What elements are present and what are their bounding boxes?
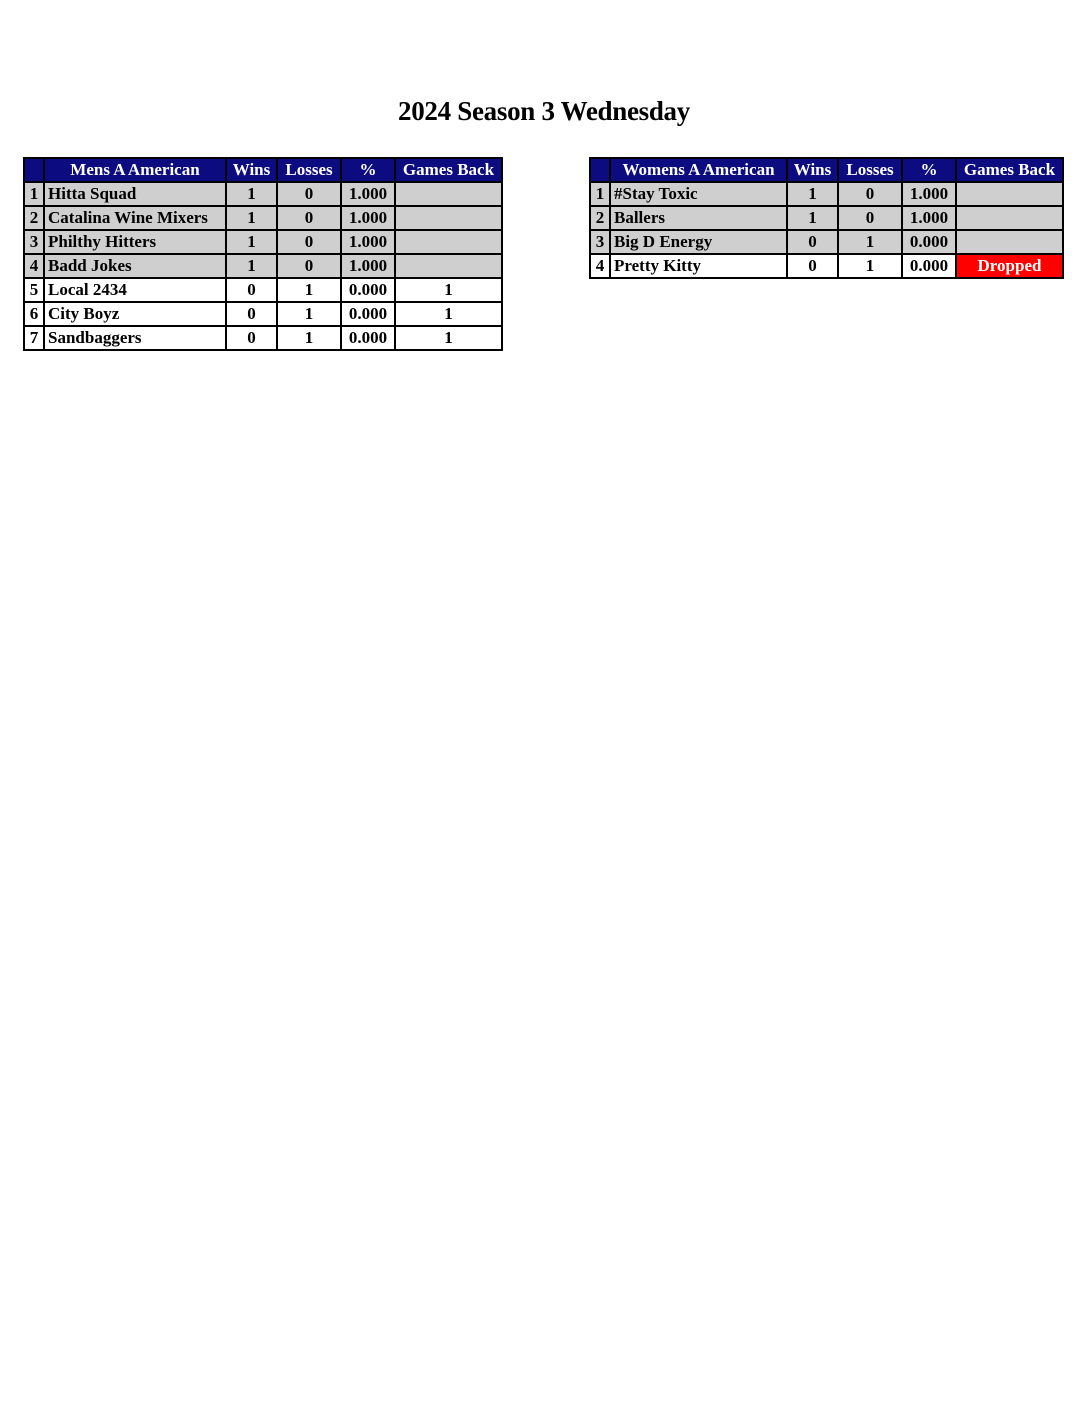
rank-cell: 5 <box>24 278 44 302</box>
rank-cell: 2 <box>24 206 44 230</box>
losses-header: Losses <box>277 158 341 182</box>
team-cell: Ballers <box>610 206 787 230</box>
losses-cell: 0 <box>838 206 902 230</box>
mens-standings-table <box>23 157 503 351</box>
rank-cell: 2 <box>590 206 610 230</box>
pct-header: % <box>341 158 395 182</box>
rank-cell: 1 <box>24 182 44 206</box>
wins-cell: 0 <box>787 230 838 254</box>
wins-cell: 0 <box>226 326 277 350</box>
losses-cell: 0 <box>277 230 341 254</box>
page-title: 2024 Season 3 Wednesday <box>398 96 690 126</box>
games-back-cell: 1 <box>395 326 502 350</box>
rank-cell: 1 <box>590 182 610 206</box>
wins-cell: 1 <box>226 230 277 254</box>
team-cell: Sandbaggers <box>44 326 226 350</box>
rank-header <box>590 158 610 182</box>
table-row <box>24 206 502 230</box>
wins-cell: 1 <box>226 254 277 278</box>
games-back-cell <box>956 230 1063 254</box>
team-cell: #Stay Toxic <box>610 182 787 206</box>
womens-standings-table <box>589 157 1064 279</box>
pct-cell: 1.000 <box>341 206 395 230</box>
games-back-header: Games Back <box>956 158 1063 182</box>
pct-cell: 1.000 <box>341 182 395 206</box>
table-row <box>590 206 1063 230</box>
losses-cell: 0 <box>838 182 902 206</box>
losses-cell: 0 <box>277 182 341 206</box>
rank-cell: 6 <box>24 302 44 326</box>
team-cell: Badd Jokes <box>44 254 226 278</box>
table-row <box>590 182 1063 206</box>
games-back-cell <box>395 230 502 254</box>
games-back-cell: 1 <box>395 302 502 326</box>
losses-header: Losses <box>838 158 902 182</box>
table-row <box>24 326 502 350</box>
table-header-row <box>590 158 1063 182</box>
wins-cell: 1 <box>787 206 838 230</box>
games-back-cell: 1 <box>395 278 502 302</box>
team-cell: Local 2434 <box>44 278 226 302</box>
games-back-cell <box>395 206 502 230</box>
wins-header: Wins <box>226 158 277 182</box>
pct-cell: 1.000 <box>902 182 956 206</box>
team-cell: Hitta Squad <box>44 182 226 206</box>
rank-cell: 4 <box>24 254 44 278</box>
division-header: Mens A American <box>44 158 226 182</box>
rank-cell: 7 <box>24 326 44 350</box>
pct-cell: 0.000 <box>341 278 395 302</box>
pct-cell: 1.000 <box>341 254 395 278</box>
losses-cell: 0 <box>277 254 341 278</box>
pct-cell: 0.000 <box>902 230 956 254</box>
table-row <box>590 254 1063 278</box>
losses-cell: 1 <box>277 302 341 326</box>
rank-header <box>24 158 44 182</box>
pct-cell: 1.000 <box>902 206 956 230</box>
games-back-cell <box>395 254 502 278</box>
table-row <box>24 230 502 254</box>
pct-header: % <box>902 158 956 182</box>
losses-cell: 1 <box>838 254 902 278</box>
team-cell: Philthy Hitters <box>44 230 226 254</box>
pct-cell: 0.000 <box>341 326 395 350</box>
team-cell: Big D Energy <box>610 230 787 254</box>
table-row <box>24 182 502 206</box>
losses-cell: 1 <box>838 230 902 254</box>
losses-cell: 0 <box>277 206 341 230</box>
dropped-badge: Dropped <box>956 254 1063 278</box>
team-cell: City Boyz <box>44 302 226 326</box>
table-header-row <box>24 158 502 182</box>
pct-cell: 0.000 <box>341 302 395 326</box>
wins-cell: 1 <box>787 182 838 206</box>
games-back-cell <box>956 182 1063 206</box>
wins-cell: 0 <box>226 278 277 302</box>
table-row <box>24 254 502 278</box>
wins-cell: 0 <box>787 254 838 278</box>
team-cell: Pretty Kitty <box>610 254 787 278</box>
rank-cell: 3 <box>590 230 610 254</box>
wins-cell: 1 <box>226 182 277 206</box>
pct-cell: 0.000 <box>902 254 956 278</box>
losses-cell: 1 <box>277 326 341 350</box>
table-row <box>24 278 502 302</box>
pct-cell: 1.000 <box>341 230 395 254</box>
team-cell: Catalina Wine Mixers <box>44 206 226 230</box>
rank-cell: 3 <box>24 230 44 254</box>
wins-cell: 0 <box>226 302 277 326</box>
rank-cell: 4 <box>590 254 610 278</box>
table-row <box>24 302 502 326</box>
wins-header: Wins <box>787 158 838 182</box>
games-back-cell <box>395 182 502 206</box>
losses-cell: 1 <box>277 278 341 302</box>
games-back-cell <box>956 206 1063 230</box>
games-back-header: Games Back <box>395 158 502 182</box>
wins-cell: 1 <box>226 206 277 230</box>
division-header: Womens A American <box>610 158 787 182</box>
table-row <box>590 230 1063 254</box>
